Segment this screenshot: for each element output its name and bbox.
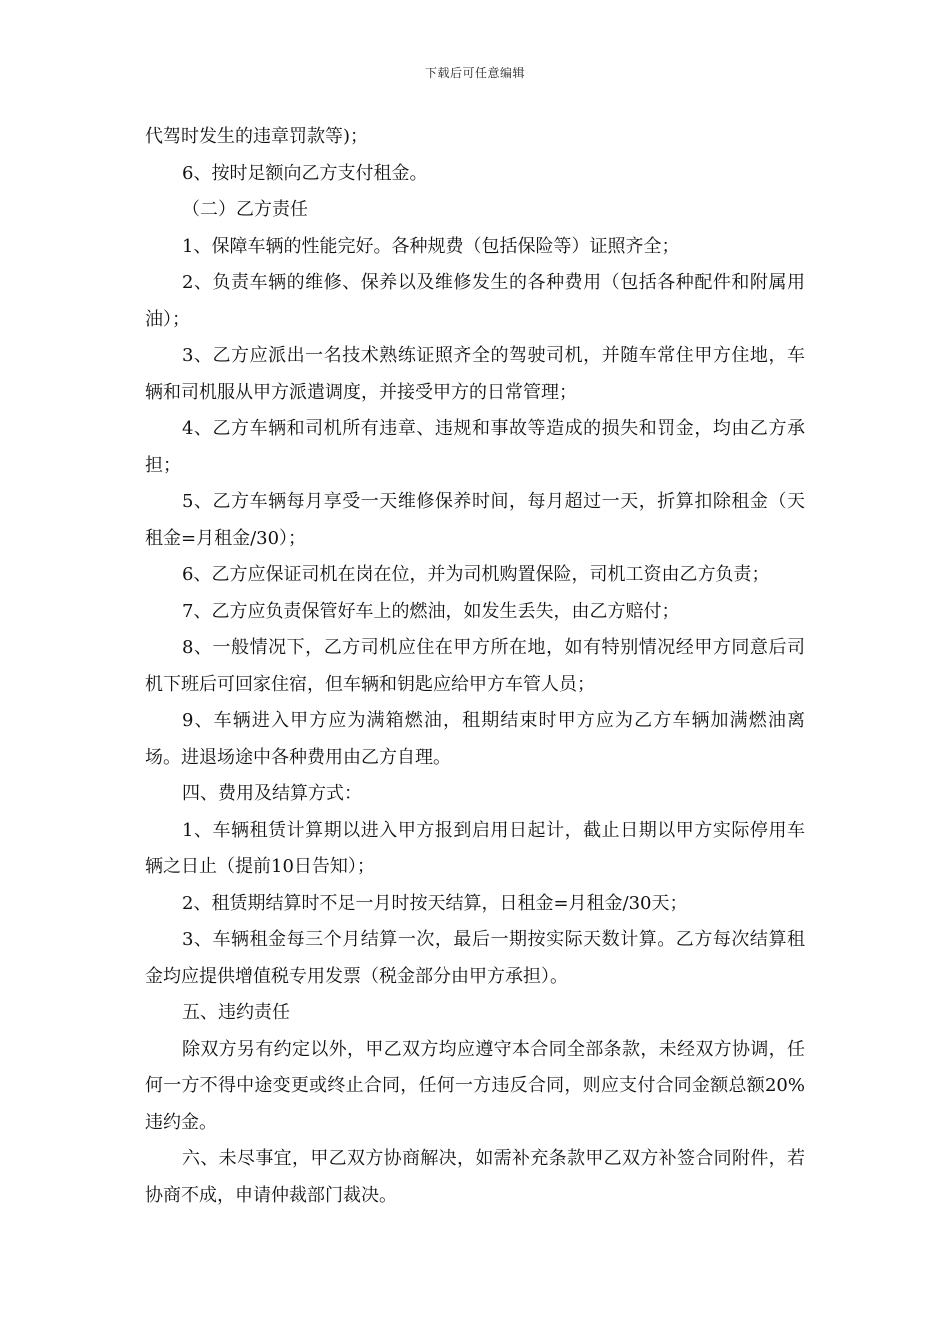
paragraph-fees-item-1: 1、车辆租赁计算期以进入甲方报到启用日起计，截止日期以甲方实际停用车辆之日止（提前10日告知）；: [145, 819, 805, 877]
paragraph-party-b-item-1: 1、保障车辆的性能完好。各种规费（包括保险等）证照齐全；: [182, 235, 680, 257]
paragraph-party-b-item-3: 3、乙方应派出一名技术熟练证照齐全的驾驶司机，并随车常住甲方住地，车辆和司机服从甲方派遣调度，并接受甲方的日常管理；: [145, 345, 805, 403]
paragraph-party-a-item-6: 6、按时足额向乙方支付租金。: [182, 162, 428, 184]
section-heading-fees: 四、费用及结算方式：: [182, 783, 362, 804]
paragraph-party-b-item-6: 6、乙方应保证司机在岗在位，并为司机购置保险，司机工资由乙方负责；: [182, 564, 770, 585]
paragraph-party-b-item-4: 4、乙方车辆和司机所有违章、违规和事故等造成的损失和罚金，均由乙方承担；: [145, 418, 805, 476]
paragraph-fees-item-3: 3、车辆租金每三个月结算一次，最后一期按实际天数计算。乙方每次结算租金均应提供增值税专用发票（税金部分由甲方承担）。: [145, 929, 805, 987]
page-header-note: 下载后可任意编辑: [424, 66, 525, 80]
paragraph-party-b-item-2: 2、负责车辆的维修、保养以及维修发生的各种费用（包括各种配件和附属用油）；: [145, 272, 805, 330]
paragraph-party-b-item-9: 9、车辆进入甲方应为满箱燃油，租期结束时甲方应为乙方车辆加满燃油离场。进退场途中各种费用由乙方自理。: [145, 710, 805, 768]
paragraph-party-b-item-8: 8、一般情况下，乙方司机应住在甲方所在地，如有特别情况经甲方同意后司机下班后可回家住宿，但车辆和钥匙应给甲方车管人员；: [145, 637, 805, 695]
section-heading-breach: 五、违约责任: [182, 1002, 290, 1023]
document-body: [145, 119, 805, 1214]
paragraph-breach-body: 除双方另有约定以外，甲乙双方均应遵守本合同全部条款，未经双方协调，任何一方不得中途变更或终止合同，任何一方违反合同，则应支付合同金额总额20%违约金。: [145, 1038, 805, 1133]
paragraph-unresolved-matters: 六、未尽事宜，甲乙双方协商解决，如需补充条款甲乙双方补签合同附件，若协商不成，申请仲裁部门裁决。: [145, 1148, 805, 1206]
section-heading-party-b-duties: （二）乙方责任: [182, 199, 308, 220]
paragraph-fees-item-2: 2、租赁期结算时不足一月时按天结算，日租金=月租金/30天；: [182, 892, 688, 914]
paragraph-party-b-item-7: 7、乙方应负责保管好车上的燃油，如发生丢失，由乙方赔付；: [182, 600, 680, 622]
paragraph-continuation: 代驾时发生的违章罚款等)；: [145, 126, 369, 147]
paragraph-party-b-item-5: 5、乙方车辆每月享受一天维修保养时间，每月超过一天，折算扣除租金（天租金=月租金/30）；: [145, 491, 805, 549]
